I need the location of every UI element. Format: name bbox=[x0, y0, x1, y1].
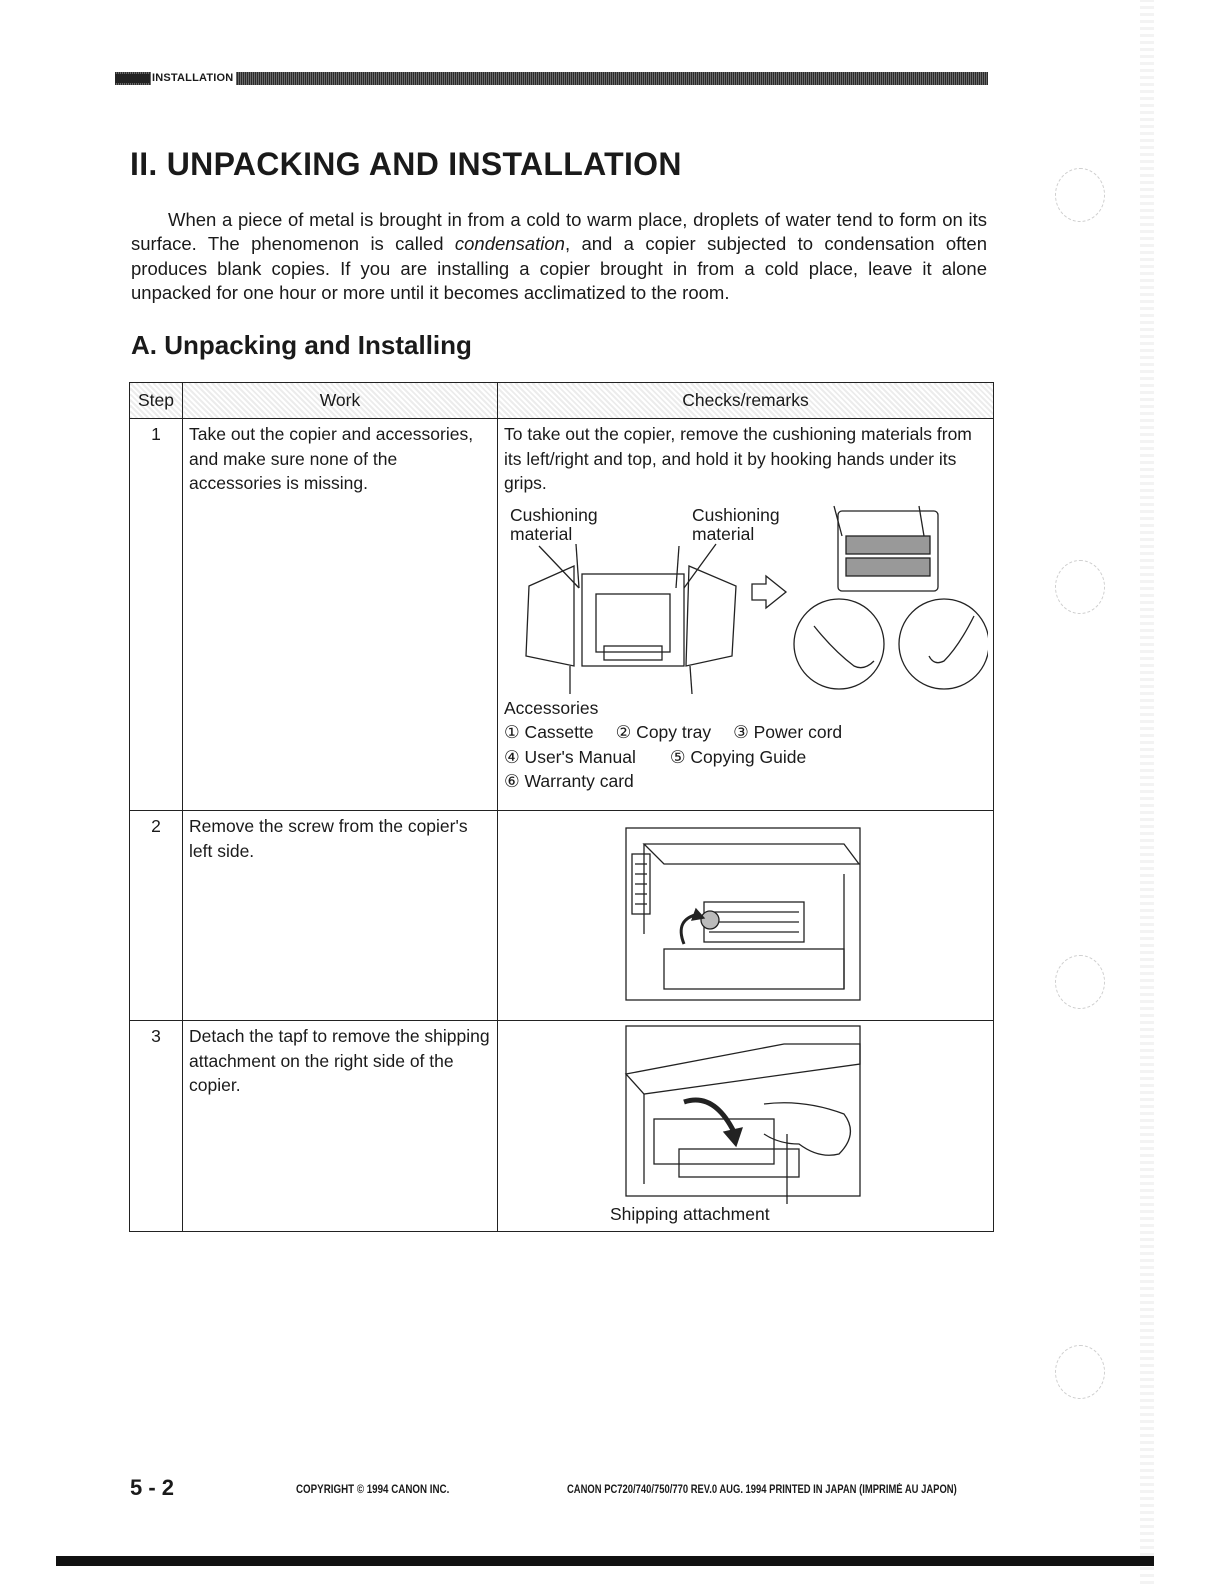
table-row bbox=[130, 811, 994, 1021]
step-checks bbox=[498, 419, 994, 811]
checks-text: To take out the copier, remove the cushioning materials from its left/right and top, and hold it by hooking hands under its grips. bbox=[504, 424, 972, 493]
step-work: Take out the copier and accessories, and make sure none of the accessories is missing. bbox=[183, 419, 498, 811]
header-block bbox=[115, 74, 150, 83]
intro-paragraph bbox=[131, 208, 987, 305]
scan-edge bbox=[1140, 0, 1154, 1584]
col-header-checks: Checks/remarks bbox=[498, 383, 994, 419]
step-work: Detach the tapf to remove the shipping attachment on the right side of the copier. bbox=[183, 1021, 498, 1232]
accessories-line bbox=[504, 720, 987, 745]
intro-text-after: , and a copier subjected to condensation often produces blank copies. If you are installing a copier brought in from a cold place, leave it alone unpacked for one hour or more until it becomes acclimatized to the room. bbox=[131, 233, 987, 303]
step-checks bbox=[498, 811, 994, 1021]
table-row bbox=[130, 1021, 994, 1232]
accessory-item: ④ User's Manual bbox=[504, 746, 636, 767]
unpacking-figure bbox=[504, 496, 987, 696]
page-title: II. UNPACKING AND INSTALLATION bbox=[130, 146, 682, 182]
accessory-item: ① Cassette bbox=[504, 722, 594, 742]
accessory-item: ② Copy tray bbox=[615, 722, 712, 742]
table-header-row bbox=[130, 383, 994, 419]
accessory-item: ⑤ Copying Guide bbox=[669, 746, 807, 767]
accessory-item: ⑥ Warranty card bbox=[504, 771, 634, 791]
step-number: 2 bbox=[130, 811, 183, 1021]
accessories-line bbox=[504, 769, 987, 794]
accessories-line bbox=[504, 745, 987, 770]
section-title: A. Unpacking and Installing bbox=[131, 330, 472, 360]
step-checks bbox=[498, 1021, 994, 1232]
shipping-attachment-illustration bbox=[504, 1024, 988, 1204]
binder-hole bbox=[1055, 168, 1105, 222]
step-number: 1 bbox=[130, 419, 183, 811]
cushion-removal-illustration bbox=[504, 496, 988, 696]
col-header-work: Work bbox=[183, 383, 498, 419]
cushioning-label-left: Cushioning material bbox=[510, 504, 598, 544]
cushioning-label-right: Cushioning material bbox=[692, 504, 780, 544]
binder-hole bbox=[1055, 560, 1105, 614]
col-header-step: Step bbox=[130, 383, 183, 419]
steps-table bbox=[129, 382, 994, 1232]
shipping-figure bbox=[504, 1024, 987, 1228]
screw-removal-illustration bbox=[504, 814, 988, 1010]
step-work: Remove the screw from the copier's left side. bbox=[183, 811, 498, 1021]
accessory-item: ③ Power cord bbox=[733, 722, 843, 742]
binder-hole bbox=[1055, 1345, 1105, 1399]
shipping-attachment-label: Shipping attachment bbox=[610, 1204, 770, 1224]
intro-text-before: When a piece of metal is brought in from a cold to warm place, droplets of water tend to form on its surface. The phenomenon is called bbox=[131, 209, 987, 255]
intro-emphasis: condensation bbox=[454, 233, 565, 255]
scan-bottom-strip bbox=[56, 1556, 1154, 1566]
header-label: INSTALLATION bbox=[151, 72, 236, 85]
binder-hole bbox=[1055, 955, 1105, 1009]
page-number: 5 - 2 bbox=[130, 1475, 175, 1500]
running-header bbox=[115, 72, 988, 85]
copyright-notice: COPYRIGHT © 1994 CANON INC. bbox=[296, 1484, 450, 1496]
accessories-title: Accessories bbox=[504, 697, 599, 718]
step-number: 3 bbox=[130, 1021, 183, 1232]
table-row bbox=[130, 419, 994, 811]
model-revision: CANON PC720/740/750/770 REV.0 AUG. 1994 PRINTED IN JAPAN (IMPRIMÉ AU JAPON) bbox=[567, 1484, 957, 1496]
